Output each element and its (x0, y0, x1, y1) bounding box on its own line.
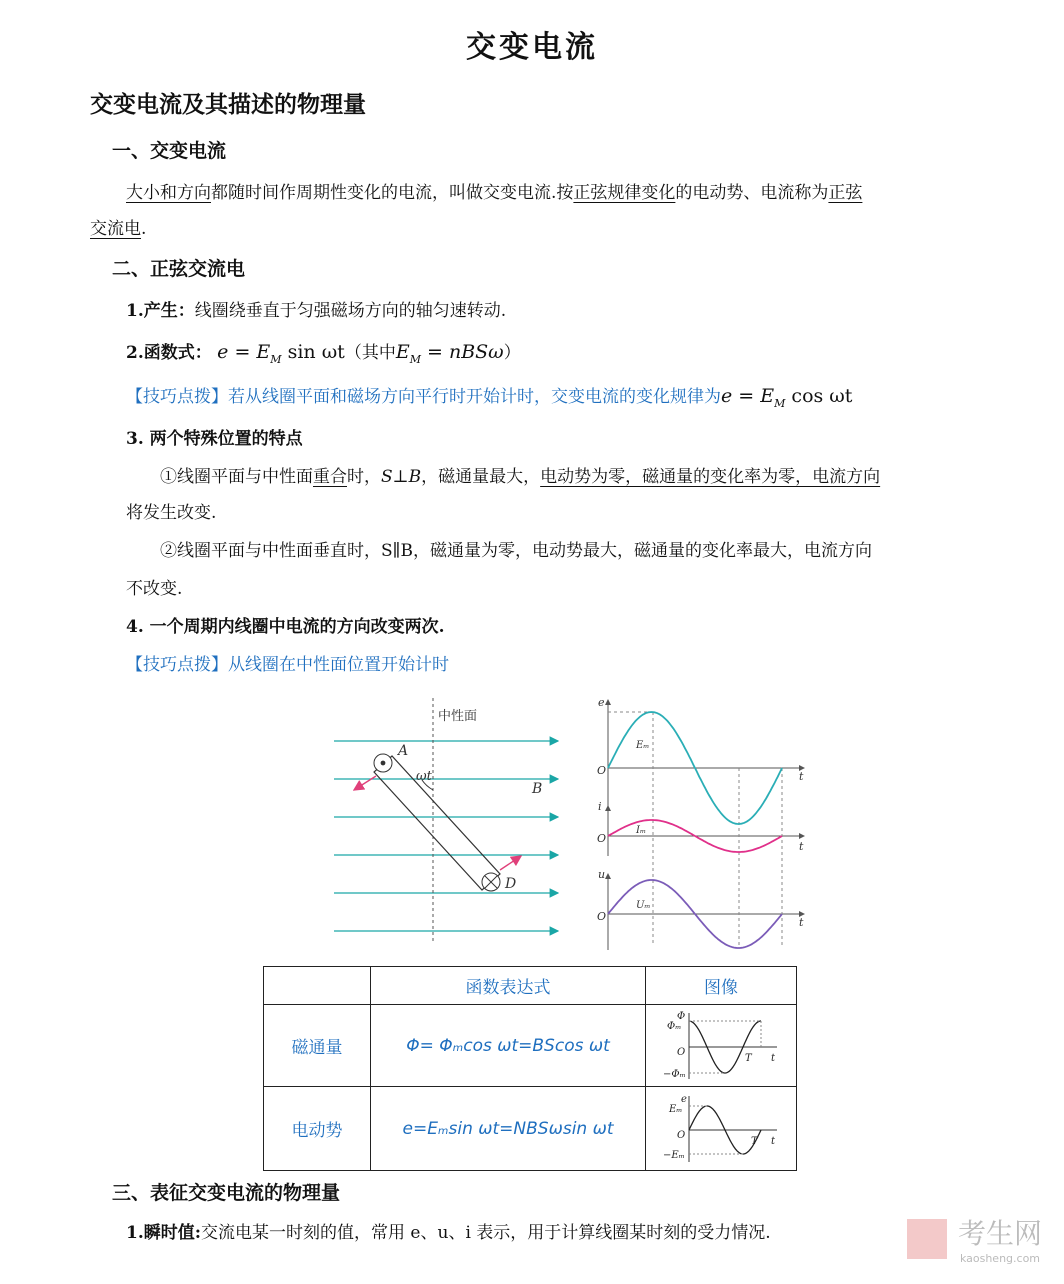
row-formula: e=Eₘsin ωt=NBSωsin ωt (371, 1087, 646, 1171)
item-direction-change: 4. 一个周期内线圈中电流的方向改变两次. (126, 617, 445, 637)
case-2-line1: ②线圈平面与中性面垂直时，S∥B，磁通量为零，电动势最大，磁通量的变化率最大，电流方向 (160, 541, 872, 561)
label-omega-t: ωt (416, 769, 432, 784)
svg-text:O: O (677, 1046, 686, 1058)
origin: O (597, 910, 607, 923)
tip-2: 【技巧点拨】从线圈在中性面位置开始计时 (126, 655, 449, 675)
text: 都随时间作周期性变化的电流，叫做交变电流.按 (211, 183, 574, 203)
row-graph (646, 1087, 797, 1171)
summary-table (263, 966, 797, 1171)
sec2-heading: 二、正弦交流电 (112, 258, 246, 280)
item-label: 1.产生： (126, 301, 195, 321)
formula: $E_M = nBS\omega$ (395, 341, 504, 366)
neutral-plane-label: 中性面 (438, 709, 478, 724)
text: . (141, 219, 147, 239)
field-lines (334, 741, 558, 931)
underlined-term: 大小和方向 (126, 183, 211, 203)
waveform-graphs (594, 694, 814, 956)
velocity-arrow-d (500, 856, 521, 870)
formula: $e = E_M$ sin ωt (217, 341, 345, 366)
coil-outline (374, 756, 500, 890)
formula: $e = E_M$ cos ωt (721, 385, 853, 410)
section-heading: 交变电流及其描述的物理量 (90, 91, 366, 118)
emf-graph (661, 1092, 781, 1166)
flux-graph (661, 1009, 781, 1083)
page-title: 交变电流 (466, 30, 598, 65)
origin: O (597, 832, 607, 845)
item-instantaneous: 1.瞬时值:交流电某一时刻的值，常用 e、u、i 表示，用于计算线圈某时刻的受力情况. (126, 1223, 771, 1243)
label-a: A (398, 743, 409, 759)
coil-field-diagram (330, 692, 570, 942)
axis-u: u (598, 868, 606, 881)
label-em: Eₘ (636, 740, 650, 751)
header-graph: 图像 (646, 967, 797, 1005)
label-d: D (505, 876, 517, 892)
case-1-line1: ①线圈平面与中性面重合时，S⊥B，磁通量最大，电动势为零，磁通量的变化率为零，电流方向 (160, 467, 881, 487)
tip-label: 【技巧点拨】 (126, 387, 228, 407)
axis-t: t (799, 770, 804, 783)
item-label: 2.函数式： (126, 343, 212, 363)
svg-text:e: e (681, 1093, 687, 1105)
watermark-logo-icon (907, 1219, 947, 1259)
axis-t: t (799, 840, 804, 853)
svg-text:T: T (745, 1052, 752, 1064)
svg-text:t: t (771, 1135, 776, 1147)
underlined-term: 交流电 (90, 219, 141, 239)
origin: O (597, 764, 607, 777)
table-row (264, 1005, 797, 1087)
svg-text:−Φₘ: −Φₘ (663, 1068, 686, 1080)
text: （其中 (344, 343, 396, 363)
axis-e: e (598, 696, 605, 709)
table-row (264, 1087, 797, 1171)
svg-text:Φₘ: Φₘ (667, 1020, 682, 1032)
text: 的电动势、电流称为 (675, 183, 829, 203)
label-um: Uₘ (636, 900, 651, 911)
sec3-heading: 三、表征交变电流的物理量 (112, 1182, 341, 1204)
case-2-line2: 不改变. (126, 579, 183, 599)
sec1-paragraph-line1 (126, 178, 862, 203)
item-generation (126, 296, 506, 321)
axis-t: t (799, 916, 804, 929)
watermark: 考生网 kaosheng.com (907, 1212, 1042, 1265)
svg-text:−Eₘ: −Eₘ (663, 1149, 685, 1161)
table-header (264, 967, 797, 1005)
row-name: 磁通量 (264, 1005, 371, 1087)
sec1-heading: 一、交变电流 (112, 140, 227, 162)
row-formula: Φ= Φₘcos ωt=BScos ωt (371, 1005, 646, 1087)
tip-text: 若从线圈平面和磁场方向平行时开始计时，交变电流的变化规律为 (228, 387, 721, 407)
header-formula: 函数表达式 (371, 967, 646, 1005)
text: ） (503, 343, 521, 363)
case-1-line2: 将发生改变. (126, 503, 217, 523)
row-name: 电动势 (264, 1087, 371, 1171)
axis-i: i (598, 800, 602, 813)
label-b: B (532, 781, 543, 797)
item-special-positions: 3. 两个特殊位置的特点 (126, 429, 303, 449)
item-function (126, 338, 521, 366)
svg-text:O: O (677, 1129, 686, 1141)
velocity-arrow-a (354, 776, 376, 790)
row-graph (646, 1005, 797, 1087)
svg-text:T: T (751, 1135, 758, 1147)
underlined-term: 正弦 (828, 183, 863, 203)
svg-text:t: t (771, 1052, 776, 1064)
tip-1 (126, 382, 852, 410)
label-im: Iₘ (636, 825, 647, 836)
svg-text:Φ: Φ (677, 1010, 686, 1022)
sec1-paragraph-line2 (90, 214, 146, 239)
item-text: 线圈绕垂直于匀强磁场方向的轴匀速转动. (194, 301, 507, 321)
underlined-term: 正弦规律变化 (573, 183, 676, 203)
svg-text:Eₘ: Eₘ (669, 1103, 683, 1115)
